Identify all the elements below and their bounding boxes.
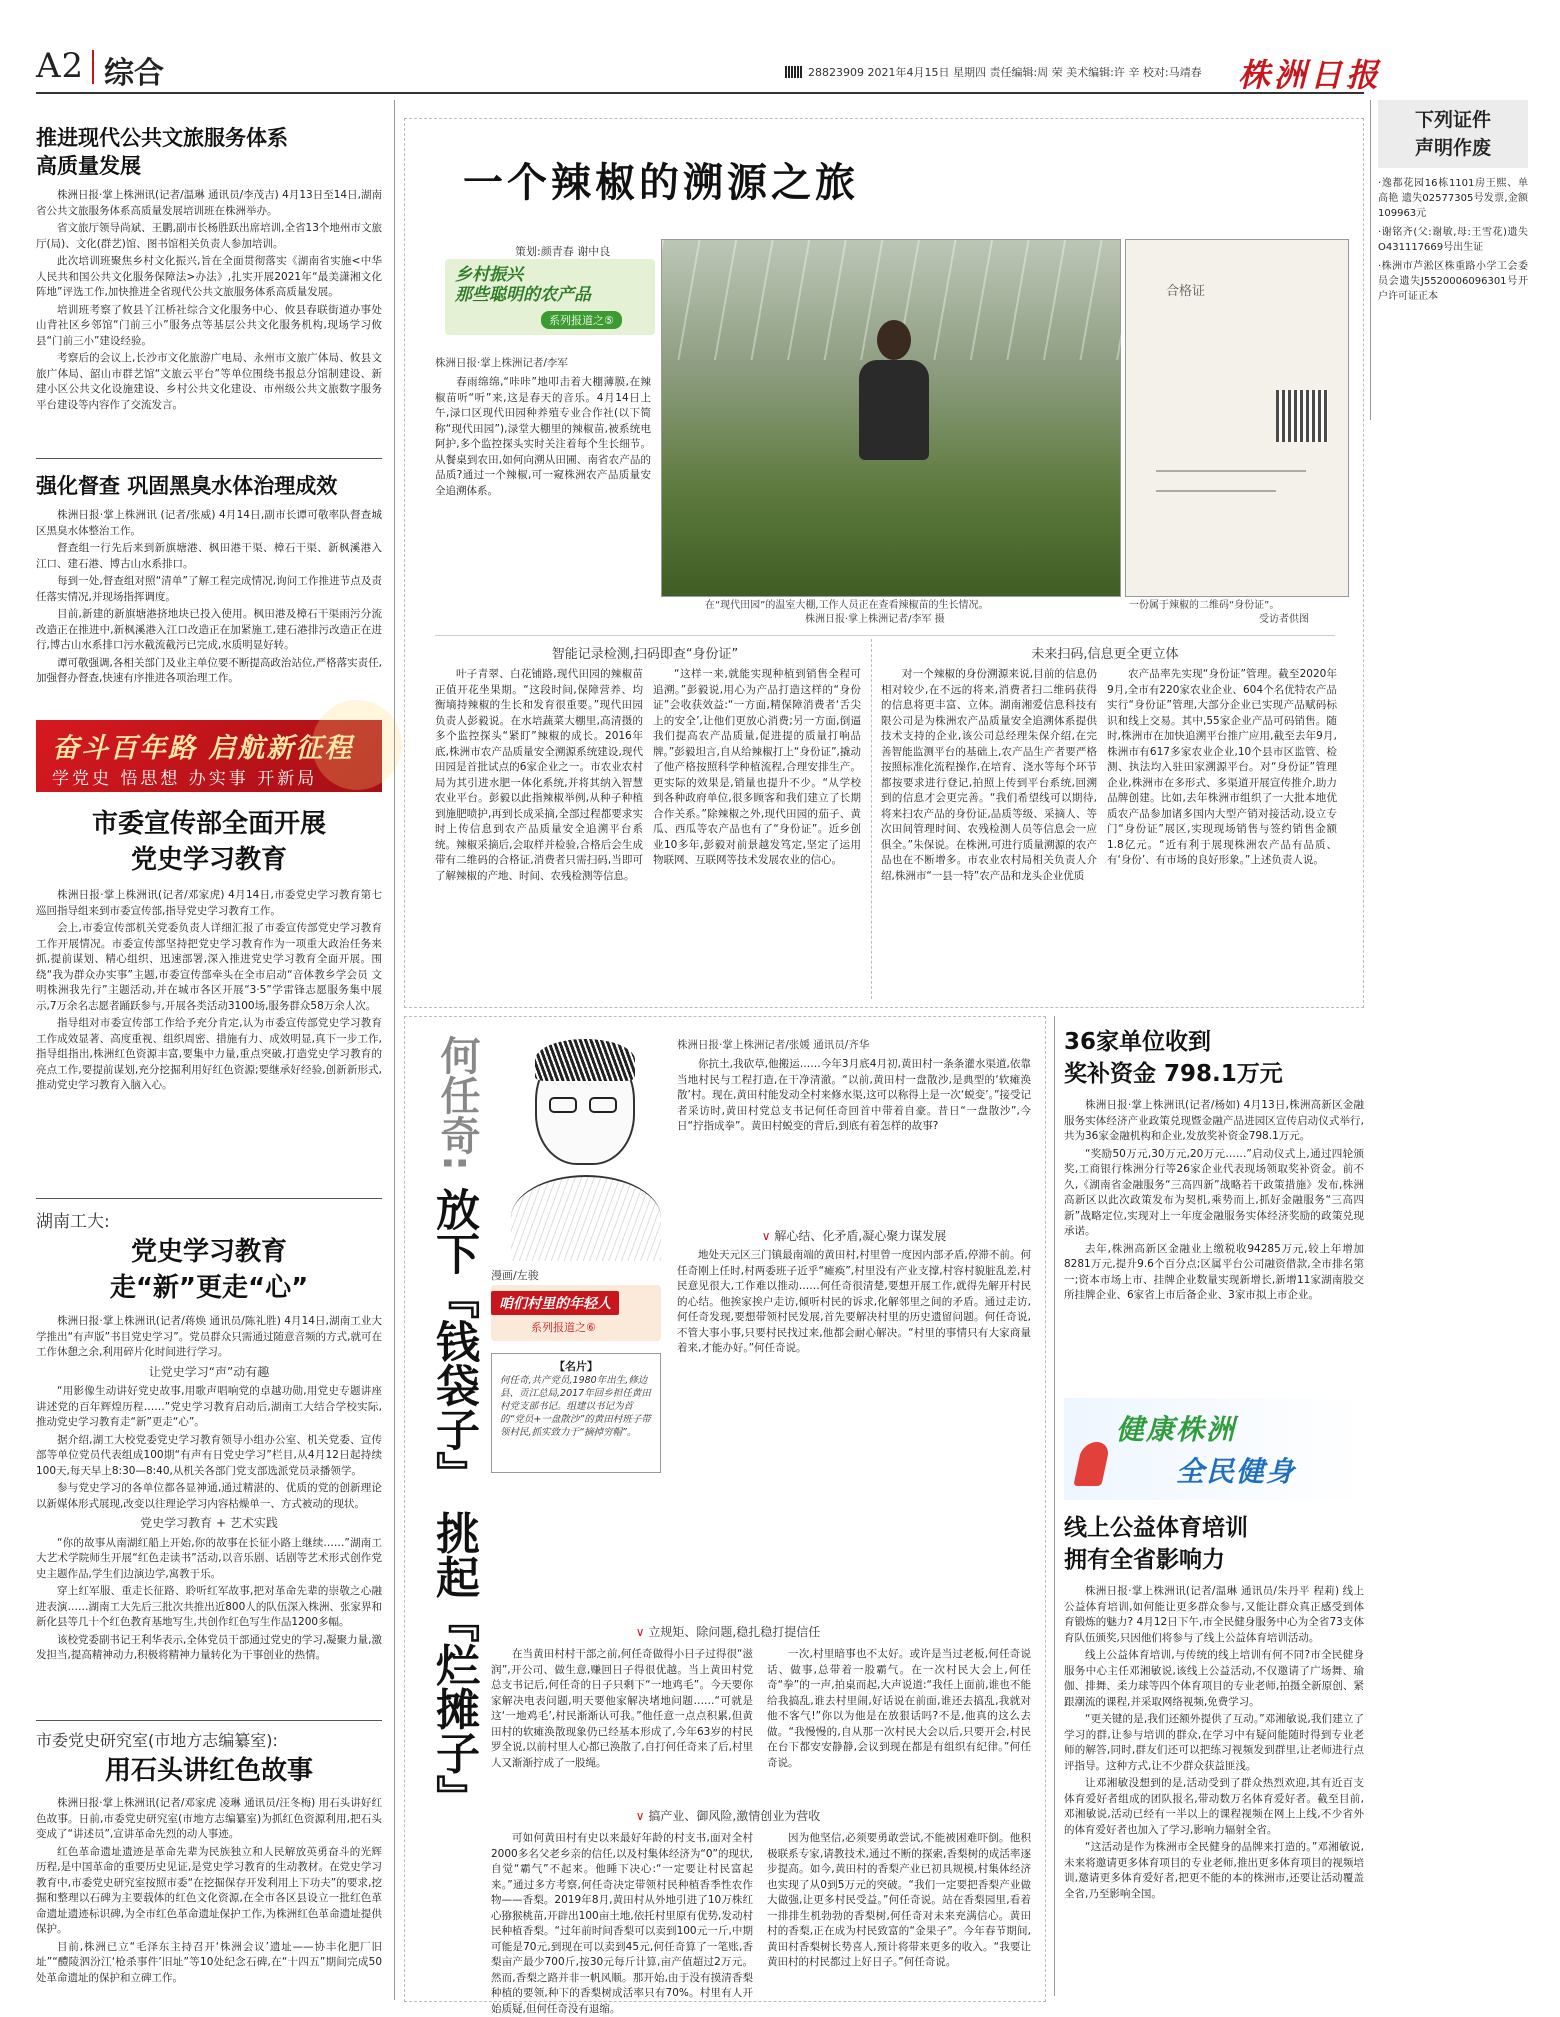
feature-lede: 春雨绵绵,“咔咔”地叩击着大棚薄膜,在辣椒苗听“听”来,这是春天的音乐。4月14日上午,渌口区现代田园种养殖专业合作社(以下简称“现代田园”),渌堂大棚里的辣椒苗,被系统电阿护,多个监控探头实时关注着每个生长细节。从餐桌到农田,如何向溯从田圃、南省农产品的品质?通过一个辣椒,可一窥株洲农产品质量安全追溯体系。 <box>435 376 651 497</box>
feature-vertical-title: 放下『钱袋子』 挑起『烂摊子』 <box>428 1187 479 1819</box>
article-propaganda-dept <box>36 806 382 1188</box>
notices-sidebar <box>1378 100 1528 304</box>
feature-byline: 株洲日报·掌上株洲记者/张媛 通讯员/齐华 <box>677 1039 870 1051</box>
subsection-2-col-2: 一次,村里暗事也不太好。或许是当过老板,何任奇说话、做事,总带着一股霸气。在一次村民大会上,何任奇“拳”的一声,拍桌而起,大声说道:“我任上面前,谁也不能给我搞乱,谁去村里闹,好话说在前面,谁还去搞乱,我就对他不客气!”你以为他是在放狠话吗?不是,他真的这么去做。“我慢慢的,自从那一次村民大会以后,只要开会,村民在台下都安安静静,会议到现在都是有组织有纪律。”何任奇说。 <box>767 1648 1031 1769</box>
feature-col-2: “这样一来,就能实现种植到销售全程可追溯。”彭毅说,用心为产品打造这样的“身份证”会收获效益:“一方面,精保障消费者‘舌尖上的安全’,让他们更放心消费;另一方面,倒逼我们提高农产品质量,促进提的质量打响品牌。”彭毅坦言,自从给辣椒打上“身份证”,撬动了他产格按照科学种植流程,合理安排生产。更实际的效果是,销量也提升不少。“从学校到各种政府单位,很多顾客和我们建立了长期合作关系。”除辣椒之外,现代田园的茄子、黄瓜、西瓜等农产品也有了“身份证”。近乡创业10多年,彭毅对前景越发笃定,坚定了运用物联网、互联网等技术发展农业的信心。 <box>653 668 861 866</box>
article-online-sports <box>1064 1512 1364 1984</box>
glasses-icon <box>549 1097 577 1113</box>
article-title-line2: 拥有全省影响力 <box>1064 1547 1225 1573</box>
qr-code-icon <box>1276 390 1328 442</box>
banner-slogan: 奋斗百年路 启航新征程 <box>52 733 354 764</box>
subsection-1: ∨ 解心结、化矛盾,凝心聚力谋发展 地处天元区三门镇最南端的黄田村,村里曾一度因内部矛盾,停滞不前。何任奇刚上任时,村两委班子近乎“瘫痪”,村里没有产业支撑,村容村貌脏乱差,村民意见很大,工作难以推动……何任奇很清楚,要想开展工作,就得先解开村民的心结。他挨家挨户走访,倾听村民的诉求,化解邻里之间的矛盾。通过走访,何任奇发现,要想带领村民发展,首先要解决村里的历史遗留问题。何任奇说,不管大事小事,只要村民找过来,他都会耐心解决。“村里的事情只有大家商量着来,才能办好。”何任奇说。 <box>677 1229 1031 1354</box>
greenhouse-photo <box>661 239 1121 597</box>
banner-subslogan: 学党史 悟思想 办实事 开新局 <box>52 769 318 789</box>
article-black-water <box>36 472 382 726</box>
article-title: 推进现代公共文旅服务体系 <box>36 126 288 150</box>
article-title: 线上公益体育培训 <box>1064 1515 1248 1541</box>
feature-chili-trace <box>404 118 1364 1008</box>
article-title: 用石头讲红色故事 <box>104 1756 313 1786</box>
subsection-2-col-1: 在当黄田村村干部之前,何任奇做得小日子过得很“滋润”,开公司、做生意,赚回日子得很优越。当上黄田村党总支书记后,何任奇的日子只剩下“一地鸡毛”。今天要你家解决电表问题,明天要他家解决堵地问题……“可就是这‘一地鸡毛’,村民渐渐认可我。”他任意一点点积累,但黄田村的软瘫涣散现象仍已经基本形成了,今年63岁的村民罗全说,以前村里人心都已涣散了,自打何任奇来了后,村里人又渐渐拧成了一股绳。 <box>491 1648 754 1769</box>
article-title: 党史学习教育 <box>130 1237 287 1267</box>
article-body: 株洲日报·掌上株洲讯(记者/蒋焕 通讯员/陈礼胜) 4月14日,湖南工业大学推出“有声版”书目党史学习”。党员群众只需通过随意音频的方式,就可在工作休憩之余,利用碎片化时间进行学习。 让党史学习“声”动有趣 “用影像生动讲好党史故事,用歌声唱响党的卓越功勋,用党史专题讲座讲述党的百年辉煌历程……”党史学习教育启动后,湖南工大结合学校实际,推动党史学习教育走“新”更走“心”。 据介绍,湖工大校党委党史学习教育领导小组办公室、机关党委、宣传部等单位党员代表组成100期“有声有日党史学习”栏目,从4月12日起持续100天,每天早上8:30—8:40,从机关各部门党支部选派党员录播领学。 参与党史学习的各单位都各显神通,通过精湛的、优质的党的创新理论以新媒体形式展现,改变以往理论学习内容枯燥单一、方式被动的现状。 党史学习教育 + 艺术实践 “你的故事从南湖红船上开始,你的故事在长征小路上继续……”湖南工大艺术学院师生开展“红色走读书”活动,以音乐剧、话剧等艺术形式创作党史主题作品,学生们边演边学,寓教于乐。 穿上红军服、重走长征路、聆听红军故事,把对革命先辈的崇敬之心融进表演……湖南工大先后三批次共推出近800人的队伍深入株洲、张家界和新化县等几十个红色教育基地写生,共创作红色写生作品1200多幅。 该校党委副书记王利华表示,全体党员干部通过党史的学习,凝聚力量,激发担当,提高精神动力,积极将精神力量转化为干事创业的热情。 <box>36 1315 383 1661</box>
issue-line: 28823909 2021年4月15日 星期四 责任编辑:周 荣 美术编辑:许 辛 校对:马靖春 <box>808 66 1202 79</box>
portrait-illustration <box>491 1035 671 1265</box>
photo-caption-right: 一份属于辣椒的二维码“身份证”。 受访者供图 <box>1129 600 1309 625</box>
article-title-line2: 党史学习教育 <box>130 845 287 875</box>
certificate-photo: 合格证 <box>1125 239 1349 597</box>
series-badge: 咱们村里的年轻人 系列报道之⑥ <box>491 1285 661 1341</box>
notice-item: ·谢铭齐(父:谢敏,母:王雪花)遗失O431117669号出生证 <box>1378 227 1528 253</box>
article-kicker: 市委党史研究室(市地方志编纂室): <box>36 1731 278 1750</box>
subsection-3-col-1: 可如何黄田村有史以来最好年龄的村支书,面对全村2000多名父老乡亲的信任,以及村集体经济为“0”的现状,自觉“霸气”不起来。他睡下决心:“一定要让村民富起来。”通过多方考察,何任奇决定带领村民种植香季性农作物——香梨。2019年8月,黄田村从外地引进了10万株红心猕猴桃苗,开辟出100亩土地,依托村里原有优势,发动村民种植香梨。“过年前时间香梨可以卖到100元一斤,中期可能是70元,到现在可以卖到45元,何任奇算了一笔账,香梨亩产最少700斤,按30元每斤计算,亩产值超过2万元。然而,香梨之路并非一帆风顺。那开始,由于没有摸清香梨种植的要领,种下的香梨树成活率只有70%。村里有人开始质疑,但何任奇没有退缩。 <box>491 1832 753 2015</box>
subsection-heading: ∨ 解心结、化矛盾,凝心聚力谋发展 <box>761 1229 947 1243</box>
article-culture-service <box>36 124 382 474</box>
farmer-figure <box>847 320 937 480</box>
article-kicker: 湖南工大: <box>36 1212 110 1232</box>
feature-vertical-name: 何任奇: <box>434 1035 480 1171</box>
feature-col-1: 叶子青翠、白花铺路,现代田园的辣椒苗正值开花坐果期。“这段时间,保障营养、均衡墒持辣椒的生长和发育很重要。”现代田园负责人彭毅说。在水培蔬菜大棚里,高清摄的多个监控探头“紧盯”辣椒的成长。2016年底,株洲市农产品质量安全溯源系统建设,现代田园是首批试点的6家企业之一。市农业农村局为其引进水肥一体化系统,并将其纳入智慧农业平台。彭毅以此指辣椒举例,从种子种植到施肥喷护,再到长成采摘,全部过程都要求实时上传信息到农产品质量安全追溯平台系统。辣椒采摘后,会取样并检验,合格后会生成带有二维码的合格证,消费者只需扫码,当即可了解辣椒的产地、时间、农残检测等信息。 <box>435 668 643 882</box>
series-number: 系列报道之⑤ <box>541 311 622 329</box>
series-logo: 乡村振兴 那些聪明的农产品 系列报道之⑤ <box>445 259 655 335</box>
subsection-heading: ∨ 立规矩、除问题,稳扎稳打提信任 <box>635 1625 821 1639</box>
subhead: 党史学习教育 + 艺术实践 <box>140 1516 278 1530</box>
masthead <box>0 0 1560 100</box>
article-title-line2: 走“新”更走“心” <box>109 1273 309 1303</box>
series-number: 系列报道之⑥ <box>531 1321 596 1334</box>
article-hut-party-study <box>36 1210 382 1754</box>
photo-caption: 在“现代田园”的温室大棚,工作人员正在查看辣椒苗的生长情况。 株洲日报·掌上株洲记者/李军 摄 <box>705 600 989 625</box>
notice-item: ·株洲市芦淞区株重路小学工会委员会遗失J5520006096301号开户许可证正本 <box>1378 261 1528 302</box>
feature-byline: 株洲日报·掌上株洲记者/李军 <box>435 357 568 369</box>
article-body: 株洲日报·掌上株洲讯(记者/温琳 通讯员/李茂吉) 4月13日至14日,湖南省公共文旅服务体系高质量发展培训班在株洲举办。 省文旅厅领导尚斌、王鹏,副市长杨胜跃出席培训,全省13个地州市文旅厅(局)、文化(群艺)馆、图书馆相关负责人参加培训。 此次培训班聚焦乡村文化振兴,旨在全面贯彻落实《湖南省实施<中华人民共和国公共文化服务保障法>办法》,扎实开展2021年“最美潇湘文化阵地”评选工作,加快推进全省现代公共文旅服务体系高质量发展。 培训班考察了攸县丫江桥社综合文化服务中心、攸县春联街道办事处山背社区乡邻馆“门前三小”服务点等基层公共文化服务机构,现场学习攸县“门前三小”建设经验。 考察后的会议上,长沙市文化旅游广电局、永州市文旅广体局、攸县文旅广体局、韶山市群艺馆“文旅云平台”等单位围绕书报总分馆制建设、新建小区公共文化设施建设、乡村公共文化建设、市州级公共文旅数字服务平台建设等内容作了交流发言。 <box>36 189 382 411</box>
chevron-down-icon: ∨ <box>635 1809 645 1823</box>
section-heading: 智能记录检测,扫码即查“身份证” <box>551 647 739 662</box>
subsection-heading: ∨ 搞产业、御风险,激情创业为营收 <box>635 1809 821 1823</box>
feature-he-renqi <box>404 1016 1046 2015</box>
article-title: 36家单位收到 <box>1064 1029 1212 1055</box>
runner-icon <box>1073 1442 1110 1486</box>
article-body: 株洲日报·掌上株洲讯 (记者/张威) 4月14日,副市长谭可敬率队督查城区黑臭水体整治工作。 督查组一行先后来到新旗塘港、枫田港干渠、樟石干渠、新枫溪港入江口、建石港、博古山水系排口。 每到一处,督查组对照“清单”了解工程完成情况,询问工作推进节点及责任落实情况,并现场指挥调度。 目前,新建的新旗塘港挤地块已投入使用。枫田港及樟石干渠雨污分流改造正在推进中,新枫溪港入江口改造正在加紧施工,建石港排污改造正在进行,博古山水系排口污水截流截污已完成,水质明显好转。 谭可敬强调,各相关部门及业主单位要不断提高政治站位,严格落实责任,加强督办督查,快速有序推进各项治理工作。 <box>36 509 383 684</box>
notice-item: ·逸都花园16栋1101房王熙、单高艳 遗失02577305号发票,金额109963元 <box>1378 178 1528 219</box>
section-heading: 未来扫码,信息更全更立体 <box>1031 647 1179 662</box>
subhead: 让党史学习“声”动有趣 <box>148 1364 270 1379</box>
illustration-credit: 漫画/左骏 <box>491 1269 539 1282</box>
feature-title: 一个辣椒的溯源之旅 <box>463 160 859 206</box>
notices-list <box>1378 176 1528 304</box>
section-name: 综合 <box>104 56 164 91</box>
article-subsidy-funds <box>1064 1026 1364 1398</box>
chevron-down-icon: ∨ <box>761 1229 771 1243</box>
article-body: 株洲日报·掌上株洲讯(记者/邓家虎) 4月14日,市委党史学习教育第七巡回指导组来到市委宣传部,指导党史学习教育工作。 会上,市委宣传部机关党委负责人详细汇报了市委宣传部党史学习教育工作开展情况。市委宣传部坚持把党史学习教育作为一项重大政治任务来抓,提前谋划、精心组织、迅速部署,深入推进党史学习教育全面开展。围绕“我为群众办实事”主题,市委宣传部牵头在全市启动“音体教乡学会员 文明株洲我先行”主题活动,并在城市各区开展“3·5”学雷锋志愿服务集中展示,7万余名志愿者踊跃参与,开展各类活动3100场,服务群众58万余人次。 指导组对市委宣传部工作给予充分肯定,认为市委宣传部党史学习教育工作成效显著、高度重视、组织周密、措施有力、成效明显,真下一步工作,指导组指出,株洲红色资源丰富,要集中力量,重点突破,打造党史学习教育的亮点工作,要提前谋划,充分挖掘利用好红色资源;要继承好经验,创新新形式,推动党史学习教育入脑入心。 <box>36 889 382 1091</box>
subsection-3-col-2: 因为他坚信,必须要勇敢尝试,不能被困难吓倒。他积极联系专家,请教技术,通过不断的探索,香梨树的成活率逐步提高。如今,黄田村的香梨产业已初具规模,村集体经济也实现了从0到5万元的突破。“我们一定要把香梨产业做大做强,让更多村民受益。”何任奇说。站在香梨园里,看着一排排生机勃勃的香梨树,何任奇对未来充满信心。黄田村的香梨,正在成为村民致富的“金果子”。今年春节期间,黄田村香梨树长势喜人,预计将带来更多的收入。“我要让黄田村的村民都过上好日子。”何任奇说。 <box>767 1832 1031 1968</box>
article-title: 强化督查 巩固黑臭水体治理成效 <box>36 474 338 498</box>
page-number: A2 <box>36 46 85 86</box>
article-title-line2: 高质量发展 <box>36 154 141 178</box>
article-body: 株洲日报·掌上株洲讯(记者/邓家虎 凌琳 通讯员/汪冬梅) 用石头讲好红色故事。日前,市委党史研究室(市地方志编纂室)为抓红色资源利用,把石头变成了“讲述员”,宣讲革命先烈的动人事迹。 红色革命遗址遗迹是革命先辈为民族独立和人民解放英勇奋斗的光辉历程,是中国革命的重要历史见证,是党史学习教育的生动教材。在党史学习教育中,市委党史研究室按照市委“在挖掘保存开发利用上下功夫”的要求,挖掘和整理以石碑为主要载体的红色文化资源,在全市各区县设立一批红色革命遗址遗迹标识碑,为全市红色革命遗址保护工作,为株洲红色革命遗址提供保护。 目前,株洲已立“毛泽东主持召开‘株洲会议’遗址——协丰化肥厂旧址”“醴陵泗汾江‘枪杀事件’旧址”等10处纪念石碑,在“十四五”期间完成50处革命遗址的保护和立碑工作。 <box>36 1797 382 1984</box>
barcode-icon <box>785 66 803 78</box>
feature-plan: 策划:颜青春 谢中良 <box>515 245 611 258</box>
paper-logo: 株洲日报 <box>1238 56 1383 94</box>
article-body: 株洲日报·掌上株洲讯(记者/杨如) 4月13日,株洲高新区金融服务实体经济产业政策兑现暨金融产品进园区宣传启动仪式举行,共为36家金融机构和企业,发放奖补资金798.1万元。 “奖励50万元,30万元,20万元……”启动仪式上,通过四轮颁奖,工商银行株洲分行等26家企业代表现场领取奖补资金。前不久,《湖南省金融服务“三高四新”战略若干政策措施》发布,株洲高新区以此次政策发布为契机,乘势而上,抓好金融服务“三高四新”战略定位,实现对上一年度金融服务实体经济奖励的政策兑现承诺。 去年,株洲高新区金融业上缴税收94285万元,较上年增加8281万元,提升9.6个百分点;区属平台公司融资借款,全市排名第一;资本市场上市、挂牌企业数量实现新增长,新增11家湖南股交所挂牌企业、6家省上市后备企业、3家市拟上市企业。 <box>1064 1099 1364 1301</box>
article-title: 市委宣传部全面开展 <box>91 809 326 839</box>
feature-intro: 你抗土,我砍草,他搬运……今年3月底4月初,黄田村一条条灌水渠道,依靠当地村民与工程打造,在干净清澈。“以前,黄田村一盘散沙,是典型的‘软瘫涣散’村。现在,黄田村能发动全村来修水渠,这可以称得上是一次‘蜕变’。”接受记者采访时,黄田村党总支书记何任奇回首中带着自豪。昔日“一盘散沙”,今日“拧指成拳”。黄田村蜕变的背后,到底有着怎样的故事? <box>677 1058 1031 1132</box>
feature-col-3: 对一个辣椒的身份溯源来说,目前的信息仍相对较少,在不远的将来,消费者扫二维码获得的信息将更丰富、立体。湖南湘爱信息科技有限公司是为株洲农产品质量安全追溯体系提供技术支持的企业,该公司总经理朱保介绍,在完善智能监测平台的基础上,农产品生产者要严格按照标准化流程操作,在培育、浇水等每个环节都按要求进行登记,拍照上传到平台系统,回溯到的信息才会更完善。“我们希望线可以期待,将来扫农产品的身份证,品质等级、采摘人、等次田间管理时间、农残检测人员等信息会一应俱全。”朱保说。在株洲,可进行质量溯源的农产品也在不断增多。市农业农村局相关负责人介绍,株洲市“一县一特”农产品和龙头企业优质 <box>881 668 1097 882</box>
party-history-banner <box>36 720 382 792</box>
feature-col-4: 农产品率先实现“身份证”管理。截至2020年9月,全市有220家农业企业、604个名优特农产品实行“身份证”管理,大部分企业已实现产品赋码标识和线上交易。其中,55家企业产品可码销售。随时,株洲市在加快追溯平台推广应用,截至去年9月,株洲市有617多家农业企业,10个县市区监管、检测、执法均入驻田家溯源平台。对“身份证”管理企业,株洲市在多形式、多渠道开展宣传推介,助力品牌创建。比如,去年株洲市组织了一大批本地优质农产品参加诸多国内大型产销对接活动,设立专门“身份证”展区,实现现场销售与签约销售金额1.8亿元。“近有利于展现株洲农产品有品质、有‘身份’、有市场的良好形象。”上述负责人说。 <box>1107 668 1337 866</box>
article-title-line2: 奖补资金 798.1万元 <box>1064 1061 1283 1087</box>
profile-card: 【名片】 何任奇,共产党员,1980年出生,修边县、贡江总局,2017年回乡担任黄田村党支部书记。组建以书记为首的“党员+一盘散沙”的黄田村班子带领村民,抓实致力于“摘掉穷帽”。 <box>491 1353 661 1473</box>
notices-title: 下列证件 声明作废 <box>1378 100 1528 168</box>
article-red-stone <box>36 1730 382 2002</box>
article-body: 株洲日报·掌上株洲讯(记者/温琳 通讯员/朱丹平 程莉) 线上公益体育培训,如何能让更多群众参与,又能让群众真正感受到体育锻炼的魅力? 4月12日下午,市全民健身服务中心为全省73支体育队伍颁奖,只因他们将参与了线上公益体育培训活动。 线上公益体育培训,与传统的线上培训有何不同?市全民健身服务中心主任邓湘敏说,该线上公益活动,不仅邀请了广场舞、瑜伽、排舞、柔力球等四个体育项目的专业老师,拍摄全新原创、紧跟潮流的课程,并采取网络视频,免费学习。 “更关键的是,我们还额外提供了互动。”邓湘敏说,我们建立了学习的群,让参与培训的群众,在学习中有疑问能随时得到专业老师的解答,同时,群友们还可以把练习视频发到群里,让老师进行点评指导。这种方式,让不少群众获益匪浅。 让邓湘敏没想到的是,活动受到了群众热烈欢迎,其有近百支体育爱好者组成的团队报名,带动数万名体育爱好者。截至目前,邓湘敏说,活动已经有一半以上的课程视频在网上上线,不少省外的体育爱好者也加入了学习,影响力辐射全省。 “这活动是作为株洲市全民健身的品牌来打造的。”邓湘敏说,未来将邀请更多体育项目的专业老师,推出更多体育项目的视频培训,邀请更多体育爱好者,把更不能的本的株洲市,还要让活动覆盖全省,乃至影响全国。 <box>1064 1585 1364 1900</box>
fitness-banner: 健康株洲 全民健身 <box>1064 1398 1364 1500</box>
chevron-down-icon: ∨ <box>635 1625 645 1639</box>
